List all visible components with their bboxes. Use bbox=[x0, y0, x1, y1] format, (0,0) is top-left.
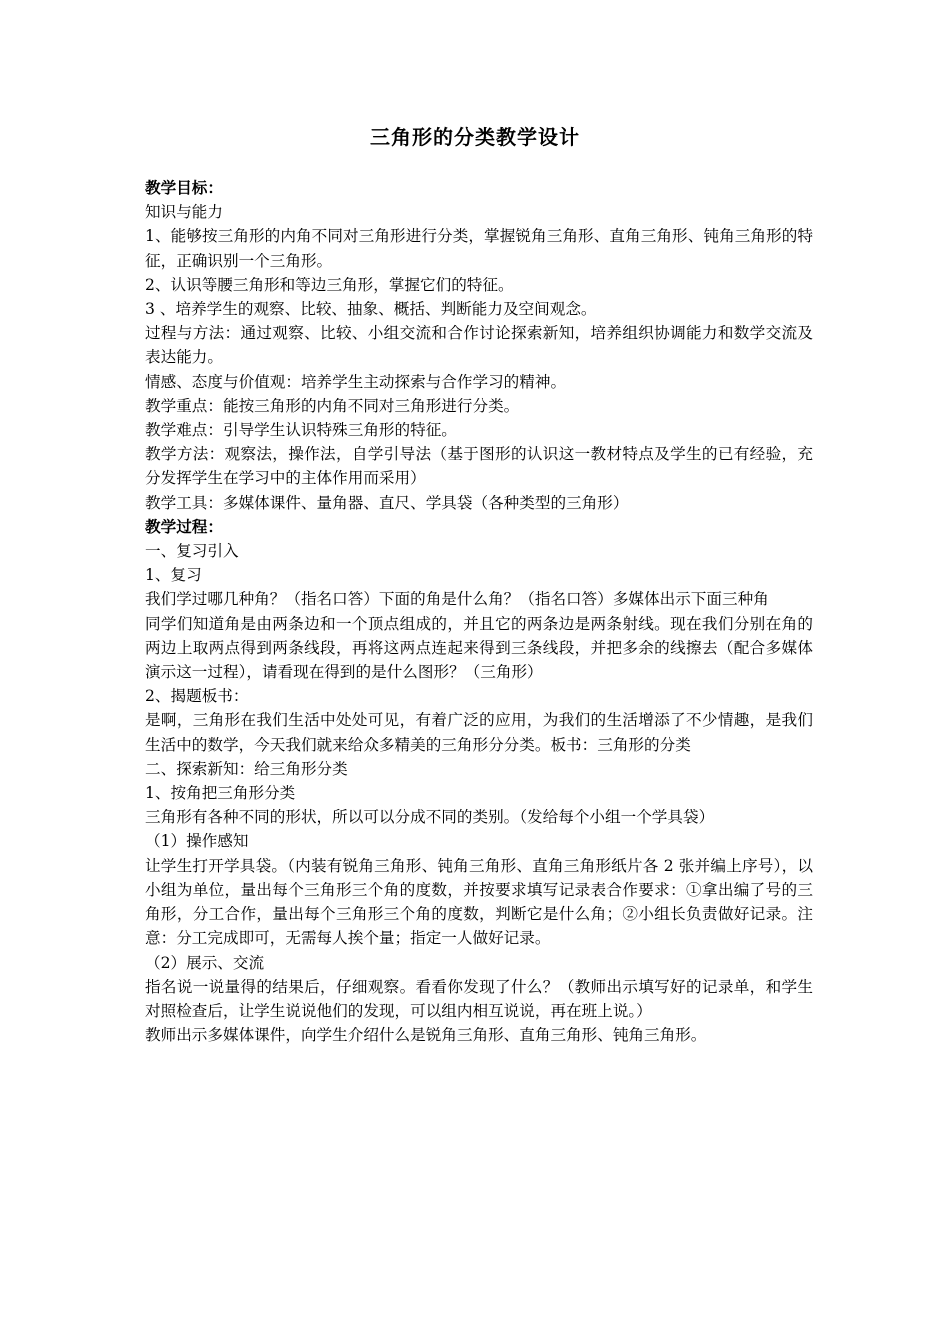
section-heading: 教学目标： bbox=[145, 178, 223, 197]
paragraph: 1、复习 bbox=[145, 566, 202, 585]
paragraph: 教学工具：多媒体课件、量角器、直尺、学具袋（各种类型的三角形） bbox=[145, 493, 629, 512]
paragraph: 教学方法：观察法，操作法，自学引导法（基于图形的认识这一教材特点及学生的已有经验，充分发挥学生在学习中的主体作用而采用） bbox=[145, 445, 813, 488]
paragraph: 同学们知道角是由两条边和一个顶点组成的，并且它的两条边是两条射线。现在我们分别在角的两边上取两点得到两条线段，再将这两点连起来得到三条线段，并把多余的线擦去（配合多媒体演示这一过程），请看现在得到的是什么图形？（三角形） bbox=[145, 614, 813, 682]
paragraph: （2）展示、交流 bbox=[145, 953, 265, 972]
document-body bbox=[145, 176, 813, 1047]
document-title: 三角形的分类教学设计 bbox=[370, 125, 580, 149]
paragraph: 让学生打开学具袋。（内装有锐角三角形、钝角三角形、直角三角形纸片各 2 张并编上序号），以小组为单位，量出每个三角形三个角的度数，并按要求填写记录表合作要求：①拿出编了号的三角形，分工合作，量出每个三角形三个角的度数，判断它是什么角；②小组长负责做好记录。注意：分工完成即可，无需每人挨个量；指定一人做好记录。 bbox=[145, 856, 813, 948]
paragraph: 知识与能力 bbox=[145, 203, 223, 222]
paragraph: 教学难点：引导学生认识特殊三角形的特征。 bbox=[145, 421, 457, 440]
paragraph: 一、复习引入 bbox=[145, 542, 239, 561]
paragraph: 2、揭题板书： bbox=[145, 687, 249, 706]
paragraph: 三角形有各种不同的形状，所以可以分成不同的类别。（发给每个小组一个学具袋） bbox=[145, 808, 715, 827]
paragraph: （1）操作感知 bbox=[145, 832, 249, 851]
paragraph: 指名说一说量得的结果后，仔细观察。看看你发现了什么？（教师出示填写好的记录单，和学生对照检查后，让学生说说他们的发现，可以组内相互说说，再在班上说。） bbox=[145, 977, 813, 1020]
paragraph: 2、认识等腰三角形和等边三角形，掌握它们的特征。 bbox=[145, 275, 514, 294]
paragraph: 教师出示多媒体课件，向学生介绍什么是锐角三角形、直角三角形、钝角三角形。 bbox=[145, 1026, 707, 1045]
paragraph: 我们学过哪几种角？（指名口答）下面的角是什么角？（指名口答）多媒体出示下面三种角 bbox=[145, 590, 769, 609]
paragraph: 二、探索新知：给三角形分类 bbox=[145, 759, 348, 778]
paragraph: 1、能够按三角形的内角不同对三角形进行分类，掌握锐角三角形、直角三角形、钝角三角形的特征，正确识别一个三角形。 bbox=[145, 227, 813, 270]
section-heading: 教学过程： bbox=[145, 516, 223, 536]
paragraph: 过程与方法：通过观察、比较、小组交流和合作讨论探索新知，培养组织协调能力和数学交流及表达能力。 bbox=[145, 324, 813, 367]
paragraph: 是啊，三角形在我们生活中处处可见，有着广泛的应用，为我们的生活增添了不少情趣，是我们生活中的数学，今天我们就来给众多精美的三角形分分类。板书：三角形的分类 bbox=[145, 711, 813, 754]
paragraph: 1、按角把三角形分类 bbox=[145, 784, 296, 803]
paragraph: 教学重点：能按三角形的内角不同对三角形进行分类。 bbox=[145, 396, 520, 415]
paragraph: 情感、态度与价值观：培养学生主动探索与合作学习的精神。 bbox=[145, 372, 567, 391]
paragraph: 3 、培养学生的观察、比较、抽象、概括、判断能力及空间观念。 bbox=[145, 300, 597, 319]
